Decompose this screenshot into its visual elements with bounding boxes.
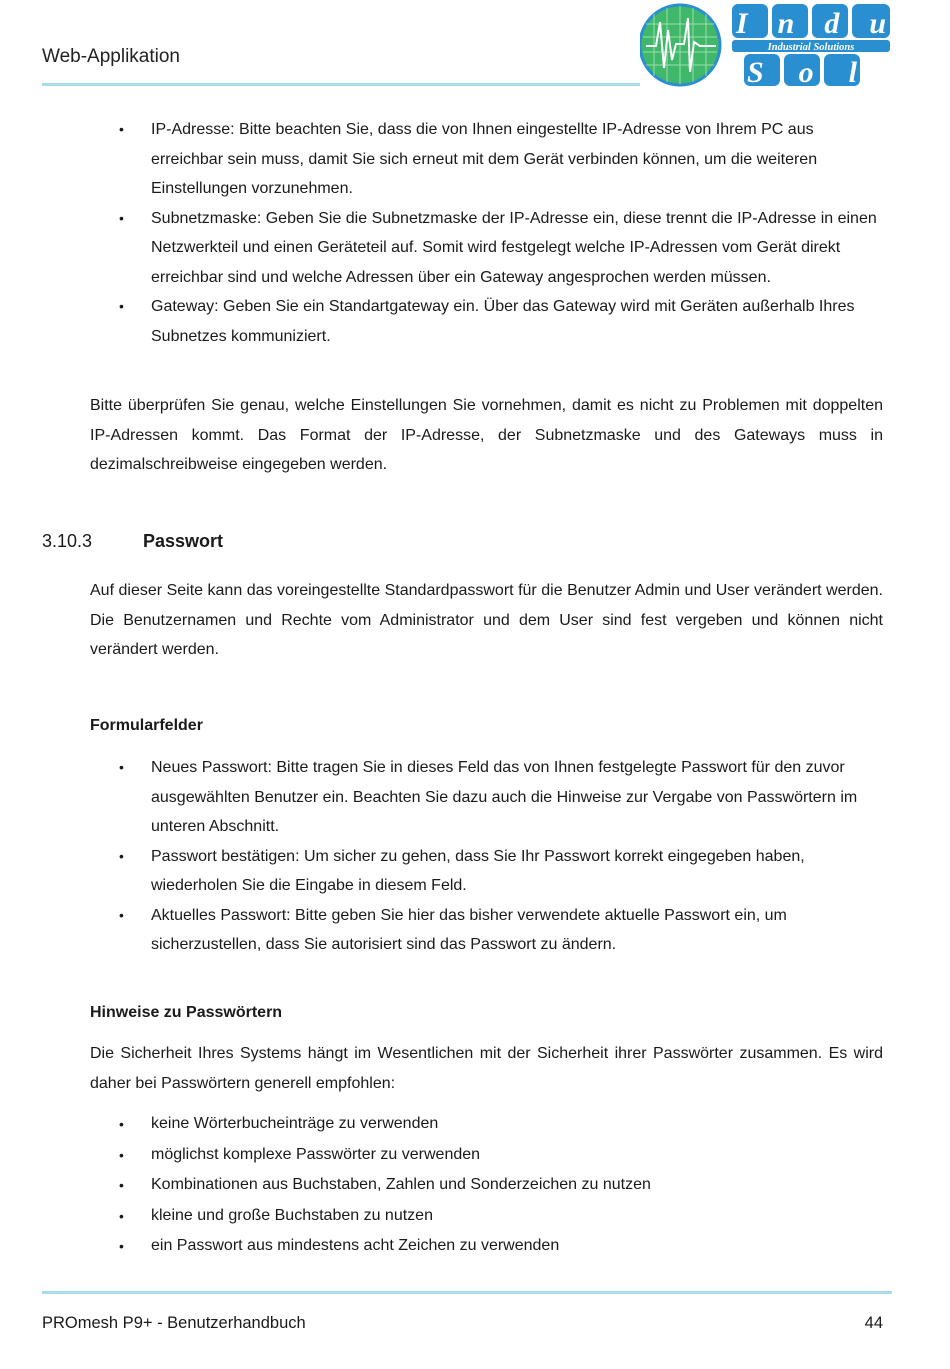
logo-line-1: Indu bbox=[736, 7, 886, 40]
list-item: • Aktuelles Passwort: Bitte geben Sie hier das bisher verwendete aktuelle Passwort ein, um sicherzustellen, dass Sie autorisiert sind das Passwort zu ändern. bbox=[90, 901, 883, 960]
form-fields-heading: Formularfelder bbox=[90, 717, 203, 734]
password-hints-list bbox=[90, 1109, 883, 1262]
logo-tagline: Industrial Solutions bbox=[767, 42, 855, 53]
list-item: • kleine und große Buchstaben zu nutzen bbox=[90, 1201, 883, 1232]
network-settings-list bbox=[90, 115, 883, 351]
network-note: Bitte überprüfen Sie genau, welche Einstellungen Sie vornehmen, damit es nicht zu Problemen mit doppelten IP-Adressen kommt. Das Format der IP-Adresse, der Subnetzmaske und des Gateways muss in dezimalschreibweise eingegeben werden. bbox=[90, 397, 883, 473]
list-item: • Passwort bestätigen: Um sicher zu gehen, dass Sie Ihr Passwort korrekt eingegeben haben, wiederholen Sie die Eingabe in diesem Feld. bbox=[90, 842, 883, 901]
list-item: • Neues Passwort: Bitte tragen Sie in dieses Feld das von Ihnen festgelegte Passwort für den zuvor ausgewählten Benutzer ein. Beachten Sie dazu auch die Hinweise zur Vergabe von Passwörtern im unteren Abschnitt. bbox=[90, 753, 883, 842]
list-item: • Kombinationen aus Buchstaben, Zahlen und Sonderzeichen zu nutzen bbox=[90, 1170, 883, 1201]
section-number: 3.10.3 bbox=[42, 531, 93, 551]
list-item: • Gateway: Geben Sie ein Standartgateway ein. Über das Gateway wird mit Geräten außerhalb Ihres Subnetzes kommuniziert. bbox=[90, 292, 883, 351]
list-item: • möglichst komplexe Passwörter zu verwenden bbox=[90, 1140, 883, 1171]
logo-letters-top bbox=[732, 4, 890, 40]
logo-letters-bottom bbox=[744, 54, 860, 88]
page-header-title: Web-Applikation bbox=[42, 46, 181, 67]
indusol-logo bbox=[640, 2, 892, 88]
form-fields-list bbox=[90, 753, 883, 960]
list-item: • ein Passwort aus mindestens acht Zeichen zu verwenden bbox=[90, 1231, 883, 1262]
section-intro-block bbox=[90, 576, 883, 665]
list-item: • Subnetzmaske: Geben Sie die Subnetzmaske der IP-Adresse ein, diese trennt die IP-Adresse in einen Netzwerkteil und einen Geräteteil auf. Somit wird festgelegt welche IP-Adressen vom Gerät direkt erreichbar sind und welche Adressen über ein Gateway angesprochen werden müssen. bbox=[90, 204, 883, 293]
section-intro: Auf dieser Seite kann das voreingestellte Standardpasswort für die Benutzer Admin und User verändert werden. Die Benutzernamen und Rechte vom Administrator und dem User sind fest vergeben und können nicht verändert werden. bbox=[90, 582, 883, 658]
list-item: • keine Wörterbucheinträge zu verwenden bbox=[90, 1109, 883, 1140]
network-note-block bbox=[90, 391, 883, 480]
footer-document-title: PROmesh P9+ - Benutzerhandbuch bbox=[42, 1314, 306, 1332]
hints-intro-block bbox=[90, 1039, 883, 1098]
page-number: 44 bbox=[864, 1314, 883, 1332]
password-hints-heading: Hinweise zu Passwörtern bbox=[90, 1004, 283, 1021]
list-item: • IP-Adresse: Bitte beachten Sie, dass die von Ihnen eingestellte IP-Adresse von Ihrem PC aus erreichbar sein muss, damit Sie sich erneut mit dem Gerät verbinden können, um die weiteren Einstellungen vorzunehmen. bbox=[90, 115, 883, 204]
header-divider bbox=[42, 83, 640, 86]
footer-divider bbox=[42, 1291, 892, 1294]
hints-intro: Die Sicherheit Ihres Systems hängt im Wesentlichen mit der Sicherheit ihrer Passwörter zusammen. Es wird daher bei Passwörtern generell empfohlen: bbox=[90, 1045, 883, 1092]
section-title: Passwort bbox=[143, 531, 224, 551]
oscilloscope-globe-icon bbox=[640, 5, 720, 85]
logo-line-2: Sol bbox=[747, 56, 857, 88]
